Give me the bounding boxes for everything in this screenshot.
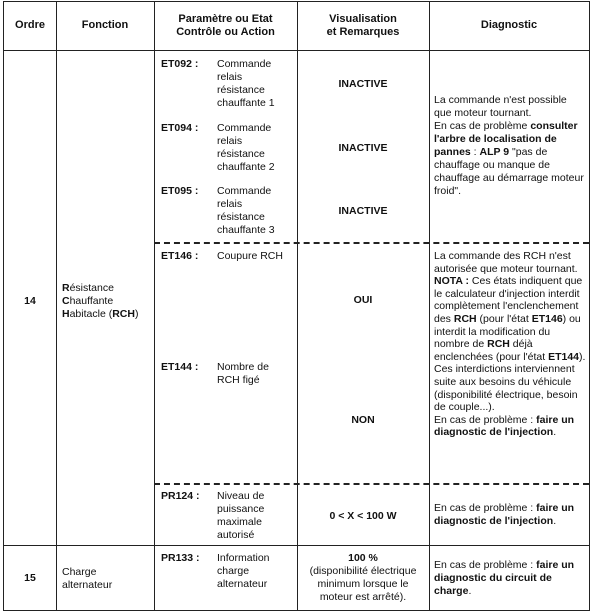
col-divider <box>429 2 430 610</box>
param-value: INACTIVE <box>338 78 388 90</box>
diagnostic-text: En cas de problème : faire un diagnostic du circuit de charge. <box>434 559 575 597</box>
diagnostic-text: En cas de problème : faire un diagnostic de l'injection. <box>434 502 575 527</box>
param-label: Commande relais résistance chauffante 2 <box>217 122 275 173</box>
param-label: Commande relais résistance chauffante 3 <box>217 185 275 236</box>
header-visualisation <box>297 13 429 39</box>
diagnostic-table <box>3 1 590 611</box>
value-note: (disponibilité électrique minimum lorsque le moteur est arrêté). <box>309 565 417 603</box>
header-parametre-line2: Contrôle ou Action <box>176 26 275 38</box>
header-diagnostic: Diagnostic <box>480 19 538 31</box>
header-parametre-line1: Paramètre ou Etat <box>178 13 273 25</box>
param-code: ET094 : <box>161 122 199 134</box>
row-divider <box>4 545 589 546</box>
param-code: ET092 : <box>161 58 199 70</box>
param-value: INACTIVE <box>338 205 388 217</box>
fonction-line3: Habitacle (RCH) <box>62 308 139 320</box>
header-parametre <box>154 13 297 39</box>
fonction-line2: Chauffante <box>62 295 114 307</box>
param-label: Niveau de puissance maximale autorisé <box>217 490 265 541</box>
group-divider <box>154 242 589 244</box>
param-code: ET095 : <box>161 185 199 197</box>
col-divider <box>154 2 155 610</box>
row14-fonction <box>62 282 152 321</box>
param-label: Nombre de RCH figé <box>217 361 269 386</box>
param-label: Coupure RCH <box>217 250 283 262</box>
header-visualisation-line2: et Remarques <box>326 26 400 38</box>
header-divider <box>4 50 589 51</box>
param-value: INACTIVE <box>338 142 388 154</box>
param-code: ET144 : <box>161 361 199 373</box>
param-value: NON <box>351 414 375 426</box>
param-code: ET146 : <box>161 250 199 262</box>
header-visualisation-line1: Visualisation <box>329 13 397 25</box>
param-code: PR124 : <box>161 490 200 502</box>
param-value: 0 < X < 100 W <box>329 510 397 522</box>
param-label: Information charge alternateur <box>217 552 270 590</box>
param-value: OUI <box>353 294 373 306</box>
group-divider <box>154 483 589 485</box>
row15-ordre: 15 <box>24 572 36 584</box>
param-code: PR133 : <box>161 552 200 564</box>
header-fonction: Fonction <box>81 19 129 31</box>
header-ordre: Ordre <box>15 19 45 31</box>
row15-fonction: Charge alternateur <box>62 566 113 591</box>
param-label: Commande relais résistance chauffante 1 <box>217 58 275 109</box>
diagnostic-text: La commande des RCH n'est autorisée que moteur tournant. NOTA : Ces états indiquent que le calculateur d'injection interdit complètement l'enclenchement des RCH (pour l'état ET146) ou interdit la modification du nombre de RCH déjà enclenchées (pour l'état ET144). Ces interdictions interviennent suite aux besoins du véhicule (disponibilité électrique, besoin de couple...). En cas de problème : faire un diagnostic de l'injection. <box>434 250 586 439</box>
diagnostic-text: La commande n'est possible que moteur tournant. En cas de problème consulter l'arbre de localisation de pannes : ALP 9 "pas de chauffage ou manque de chauffage au démarrage moteur froid". <box>434 94 584 197</box>
row14-ordre: 14 <box>24 295 36 307</box>
value-percent: 100 % <box>348 552 378 564</box>
param-value <box>300 552 426 604</box>
col-divider <box>56 2 57 610</box>
fonction-line1: Résistance <box>62 282 114 294</box>
